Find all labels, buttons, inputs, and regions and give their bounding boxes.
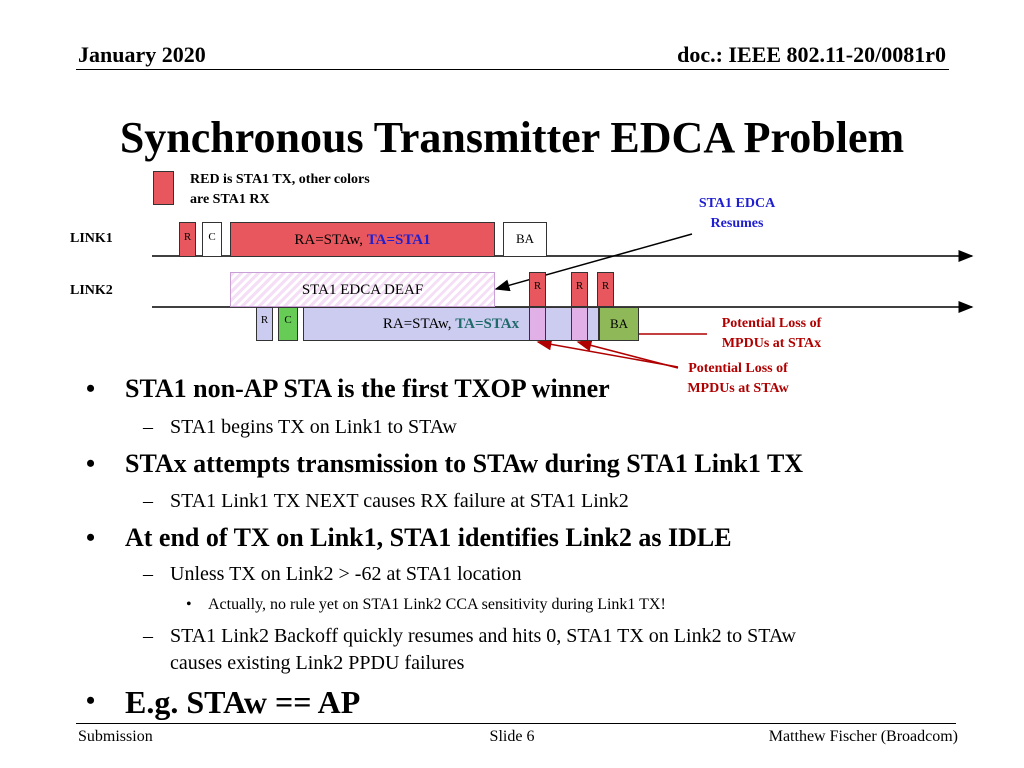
footer-author: Matthew Fischer (Broadcom) (768, 728, 958, 745)
bullet-2-sub: STA1 Link1 TX NEXT causes RX failure at STA1 Link2 (170, 490, 629, 512)
bullet-4: E.g. STAw == AP (125, 684, 361, 720)
bullet-2-sub-marker: – (143, 490, 153, 512)
link2-sta1-rts-3: R (597, 272, 614, 307)
bullet-1-sub-marker: – (143, 416, 153, 438)
bullet-4-marker: • (86, 686, 96, 715)
edca-resumes-note: STA1 EDCA Resumes (698, 196, 776, 231)
bullet-2: STAx attempts transmission to STAw during STA1 Link1 TX (125, 449, 804, 478)
loss-stax-note: Potential Loss of MPDUs at STAx (721, 316, 822, 351)
footer-submission: Submission (78, 728, 153, 745)
link2-ba: BA (599, 307, 639, 341)
bullet-3-sub2: STA1 Link2 Backoff quickly resumes and hits 0, STA1 TX on Link2 to STAw causes existing Link2 PPDU failures (170, 625, 796, 674)
link1-cts: C (202, 222, 222, 257)
bullet-2-marker: • (86, 449, 96, 478)
link1-ba: BA (503, 222, 547, 257)
link2-edca-deaf-period: STA1 EDCA DEAF (230, 272, 495, 307)
loss-staw-note: Potential Loss of MPDUs at STAw (687, 361, 789, 396)
bullet-3: At end of TX on Link1, STA1 identifies Link2 as IDLE (125, 523, 732, 552)
footer-slide-number: Slide 6 (489, 728, 535, 745)
link2-rts: R (256, 307, 273, 341)
bullet-3-sub2-marker: – (143, 625, 153, 647)
link2-sta1-rts-1: R (529, 272, 546, 307)
link1-label: LINK1 (70, 231, 113, 246)
bullet-3-sub1: Unless TX on Link2 > -62 at STA1 location (170, 563, 522, 585)
link1-data-frame: RA=STAw, TA=STA1 (230, 222, 495, 257)
legend-text: RED is STA1 TX, other colors are STA1 RX (190, 172, 370, 207)
bullet-3-sub1-sub: Actually, no rule yet on STA1 Link2 CCA sensitivity during Link1 TX! (208, 596, 666, 613)
link2-collision-1 (529, 307, 546, 341)
header-doc-id: doc.: IEEE 802.11-20/0081r0 (677, 42, 946, 67)
legend-red-swatch (153, 171, 174, 205)
link1-rts: R (179, 222, 196, 257)
footer-rule (76, 723, 956, 724)
bullet-3-marker: • (86, 523, 96, 552)
bullet-3-sub1-marker: – (143, 563, 153, 585)
link2-collision-2 (571, 307, 588, 341)
header-date: January 2020 (78, 42, 206, 67)
loss-staw-arrow-2 (578, 342, 678, 368)
link2-cts: C (278, 307, 298, 341)
link2-sta1-rts-2: R (571, 272, 588, 307)
link2-data-frame: RA=STAw, TA=STAx (303, 307, 599, 341)
slide-title: Synchronous Transmitter EDCA Problem (119, 113, 905, 162)
bullet-1-marker: • (86, 374, 96, 403)
bullet-1: STA1 non-AP STA is the first TXOP winner (125, 374, 610, 403)
bullet-3-sub1-sub-marker: • (186, 596, 192, 613)
bullet-1-sub: STA1 begins TX on Link1 to STAw (170, 416, 457, 438)
link2-label: LINK2 (70, 283, 113, 298)
